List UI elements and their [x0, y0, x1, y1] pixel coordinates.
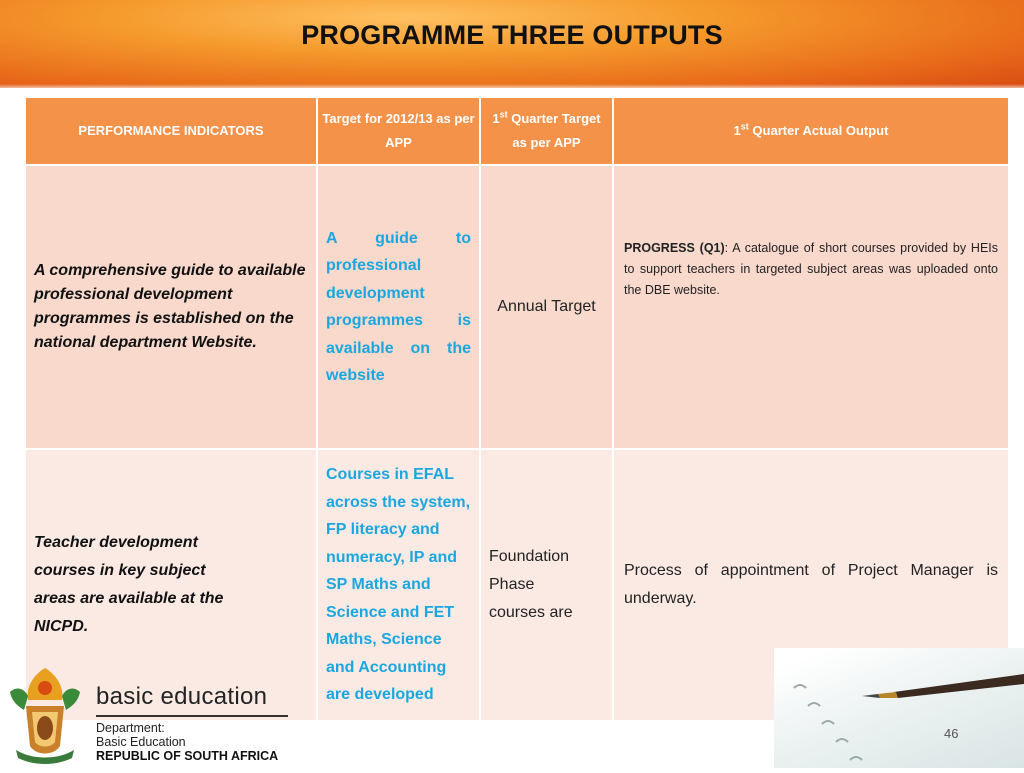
actual-output-cell: PROGRESS (Q1): A catalogue of short courses provided by HEIs to support teachers in targeted subject areas was uploaded onto the DBE website. [613, 165, 1009, 449]
header-performance-indicators: PERFORMANCE INDICATORS [25, 97, 317, 165]
actual-output-cell: Process of appointment of Project Manager is underway. [613, 449, 1009, 721]
q1-target-cell: Annual Target [480, 165, 613, 449]
indicator-cell: Teacher development courses in key subject areas are available at the NICPD. [25, 449, 317, 721]
indicator-cell: A comprehensive guide to available professional development programmes is established on the national department Website. [25, 165, 317, 449]
fountain-pen-notebook-icon [774, 648, 1024, 768]
header-q1-actual-output: 1st Quarter Actual Output [613, 97, 1009, 165]
q1-target-cell: Foundation Phase courses are [480, 449, 613, 721]
department-line-1: Department: [96, 721, 165, 735]
brand-name: basic education [96, 683, 268, 710]
slide-title: PROGRAMME THREE OUTPUTS [301, 20, 723, 50]
target-cell: Courses in EFAL across the system, FP literacy and numeracy, IP and SP Maths and Science and FET Maths, Science and Accounting are developed [317, 449, 480, 721]
brand-divider [96, 715, 288, 717]
country-name: REPUBLIC OF SOUTH AFRICA [96, 749, 279, 763]
department-brand [96, 683, 288, 764]
outputs-table [24, 96, 1010, 722]
target-cell: A guide to professional development programmes is available on the website [317, 165, 480, 449]
header-q1-target: 1st Quarter Target as per APP [480, 97, 613, 165]
header-target-2012-13: Target for 2012/13 as per APP [317, 97, 480, 165]
progress-label: PROGRESS (Q1) [624, 241, 725, 255]
table-row [25, 165, 1009, 449]
coat-of-arms-icon [2, 662, 88, 766]
table-header-row [25, 97, 1009, 165]
notebook-decoration [774, 648, 1024, 768]
page-number: 46 [944, 726, 959, 741]
department-line-2: Basic Education [96, 735, 186, 749]
